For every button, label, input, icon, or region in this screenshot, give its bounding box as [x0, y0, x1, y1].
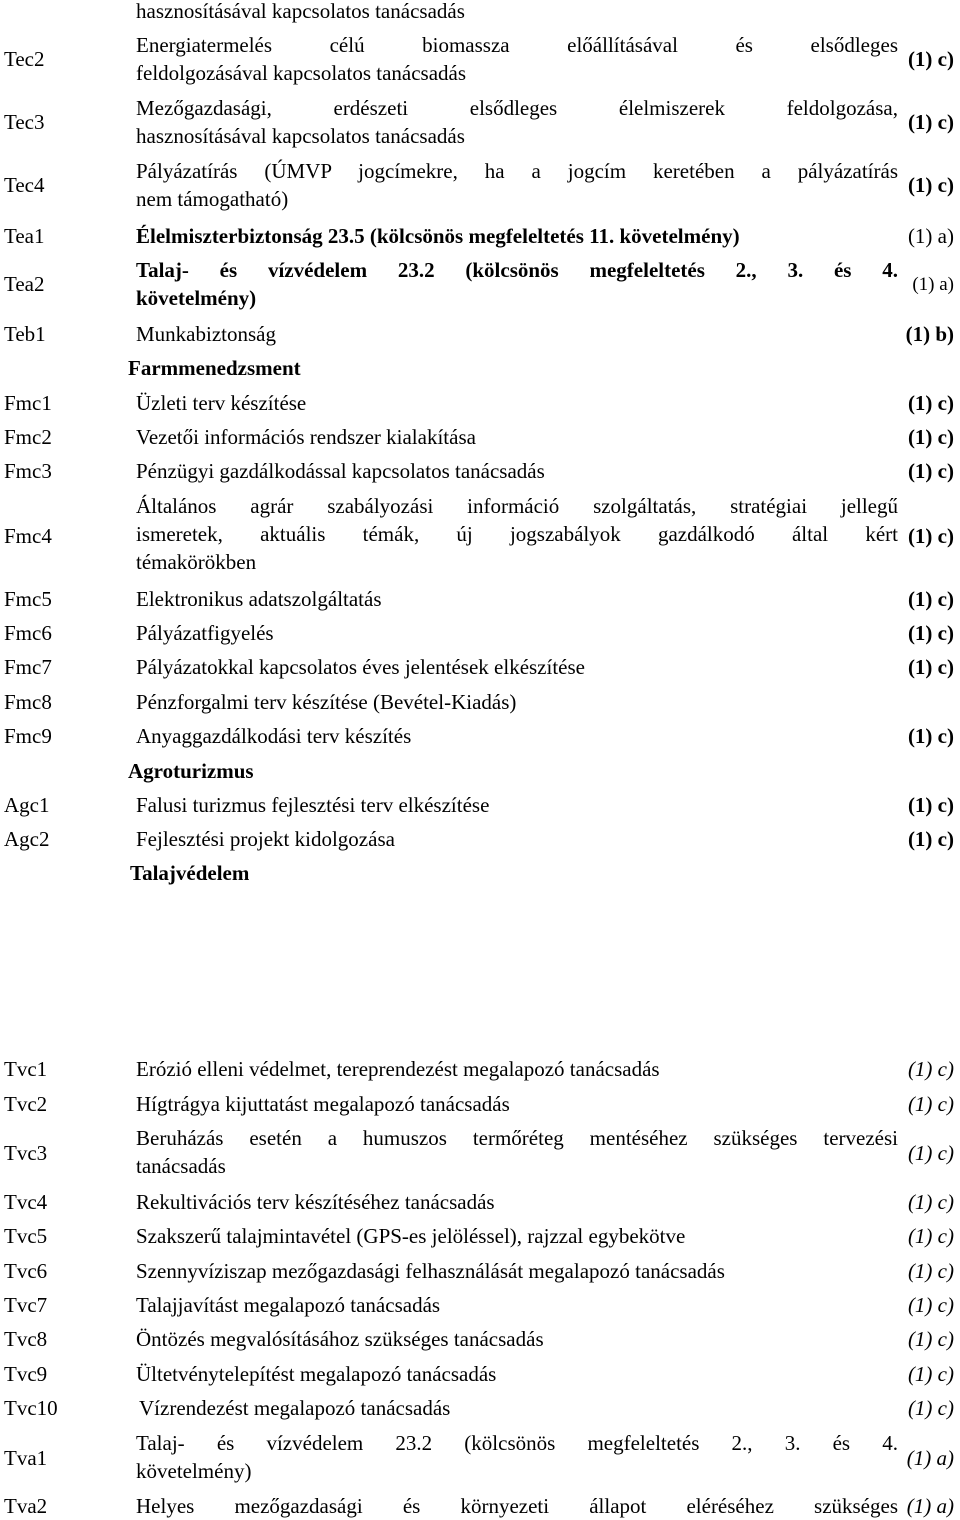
row-reference: (1) c) [907, 1362, 954, 1386]
row-code: Tvc6 [4, 1259, 48, 1283]
section-heading: Talajvédelem [130, 861, 250, 885]
row-reference: (1) c) [907, 1190, 954, 1214]
row-description: Szennyvíziszap mezőgazdasági felhasználását megalapozó tanácsadás [136, 1259, 725, 1283]
row-reference: (1) c) [907, 173, 954, 197]
row-description: Élelmiszterbiztonság 23.5 (kölcsönös megfeleltetés 11. követelmény) [136, 224, 740, 248]
row-code: Tec2 [4, 47, 45, 71]
row-reference: (1) c) [907, 827, 954, 851]
row-description: Mezőgazdasági, erdészeti elsődleges élelmiszerek feldolgozása, hasznosításával kapcsolatos tanácsadás [136, 96, 898, 148]
row-description: Anyaggazdálkodási terv készítés [136, 724, 412, 748]
row-reference: (1) c) [907, 1293, 954, 1317]
row-description: Fejlesztési projekt kidolgozása [136, 827, 395, 851]
row-code: Tvc3 [4, 1141, 48, 1165]
row-description: Általános agrár szabályozási információ szolgáltatás, stratégiai jellegű ismeretek, aktuális témák, új jogszabályok gazdálkodó által kért témakörökben [136, 494, 898, 574]
row-reference: (1) c) [907, 1141, 954, 1165]
row-code: Tvc8 [4, 1327, 48, 1351]
row-description: Energiatermelés célú biomassza előállításával és elsődleges feldolgozásával kapcsolatos tanácsadás [136, 33, 898, 85]
row-reference: (1) b) [905, 322, 954, 346]
row-description: Hígtrágya kijuttatást megalapozó tanácsadás [136, 1092, 510, 1116]
row-description: Pénzforgalmi terv készítése (Bevétel-Kiadás) [136, 690, 517, 714]
row-code: Tea1 [4, 224, 45, 248]
row-description: Erózió elleni védelmet, tereprendezést megalapozó tanácsadás [136, 1057, 660, 1081]
row-reference: (1) c) [907, 1327, 954, 1351]
row-code: Teb1 [4, 322, 46, 346]
row-code: Tva2 [4, 1494, 48, 1518]
row-code: Tvc5 [4, 1224, 48, 1248]
row-reference: (1) c) [907, 724, 954, 748]
row-code: Fmc2 [4, 425, 52, 449]
row-reference: (1) c) [907, 524, 954, 548]
row-code: Tec4 [4, 173, 45, 197]
row-code: Tvc4 [4, 1190, 48, 1214]
row-reference: (1) c) [907, 587, 954, 611]
row-description: Rekultivációs terv készítéséhez tanácsadás [136, 1190, 495, 1214]
row-description: Öntözés megvalósításához szükséges tanácsadás [136, 1327, 544, 1351]
row-description: Talaj- és vízvédelem 23.2 (kölcsönös megfeleltetés 2., 3. és 4. követelmény) [136, 1431, 898, 1483]
row-code: Fmc8 [4, 690, 52, 714]
row-description: Pályázatokkal kapcsolatos éves jelentések elkészítése [136, 655, 585, 679]
continued-text: hasznosításával kapcsolatos tanácsadás [136, 0, 465, 23]
row-code: Tva1 [4, 1446, 48, 1470]
row-reference: (1) c) [907, 425, 954, 449]
row-code: Tvc7 [4, 1293, 48, 1317]
row-code: Fmc3 [4, 459, 52, 483]
row-description: Vezetői információs rendszer kialakítása [136, 425, 476, 449]
row-code: Agc1 [4, 793, 50, 817]
row-code: Tvc2 [4, 1092, 48, 1116]
row-code: Tvc1 [4, 1057, 48, 1081]
row-code: Tea2 [4, 272, 45, 296]
row-code: Agc2 [4, 827, 50, 851]
row-code: Tec3 [4, 110, 45, 134]
row-description: Elektronikus adatszolgáltatás [136, 587, 382, 611]
row-description: Beruházás esetén a humuszos termőréteg mentéséhez szükséges tervezési tanácsadás [136, 1126, 898, 1178]
row-reference: (1) c) [907, 1259, 954, 1283]
row-reference: (1) a) [912, 274, 954, 295]
row-reference: (1) c) [907, 1396, 954, 1420]
row-code: Tvc10 [4, 1396, 58, 1420]
section-heading: Agroturizmus [128, 759, 254, 783]
row-reference: (1) a) [906, 1446, 954, 1470]
row-reference: (1) c) [907, 47, 954, 71]
row-code: Fmc5 [4, 587, 52, 611]
row-description: Ültetvénytelepítést megalapozó tanácsadás [136, 1362, 497, 1386]
row-reference: (1) c) [907, 110, 954, 134]
row-description: Munkabiztonság [136, 322, 276, 346]
row-code: Fmc1 [4, 391, 52, 415]
row-code: Fmc9 [4, 724, 52, 748]
row-reference: (1) c) [907, 1224, 954, 1248]
row-description: Talaj- és vízvédelem 23.2 (kölcsönös megfeleltetés 2., 3. és 4. követelmény) [136, 258, 898, 310]
row-reference: (1) c) [907, 793, 954, 817]
row-reference: (1) a) [906, 1494, 954, 1518]
row-description: Helyes mezőgazdasági és környezeti állapot eléréséhez szükséges [136, 1494, 898, 1518]
row-description: Pályázatfigyelés [136, 621, 274, 645]
row-description: Falusi turizmus fejlesztési terv elkészítése [136, 793, 490, 817]
row-reference: (1) c) [907, 459, 954, 483]
row-description: Pénzügyi gazdálkodással kapcsolatos tanácsadás [136, 459, 545, 483]
row-reference: (1) c) [907, 621, 954, 645]
row-reference: (1) c) [907, 1057, 954, 1081]
row-reference: (1) c) [907, 1092, 954, 1116]
section-heading: Farmmenedzsment [128, 356, 301, 380]
row-reference: (1) c) [907, 655, 954, 679]
row-code: Fmc6 [4, 621, 52, 645]
row-reference: (1) c) [907, 391, 954, 415]
row-code: Fmc7 [4, 655, 52, 679]
row-description: Üzleti terv készítése [136, 391, 307, 415]
row-reference: (1) a) [907, 224, 954, 248]
row-code: Tvc9 [4, 1362, 48, 1386]
row-description: Talajjavítást megalapozó tanácsadás [136, 1293, 441, 1317]
row-description: Vízrendezést megalapozó tanácsadás [139, 1396, 451, 1420]
row-description: Szakszerű talajmintavétel (GPS-es jelöléssel), rajzzal egybekötve [136, 1224, 686, 1248]
row-code: Fmc4 [4, 524, 52, 548]
row-description: Pályázatírás (ÚMVP jogcímekre, ha a jogcím keretében a pályázatírás nem támogatható) [136, 159, 898, 211]
